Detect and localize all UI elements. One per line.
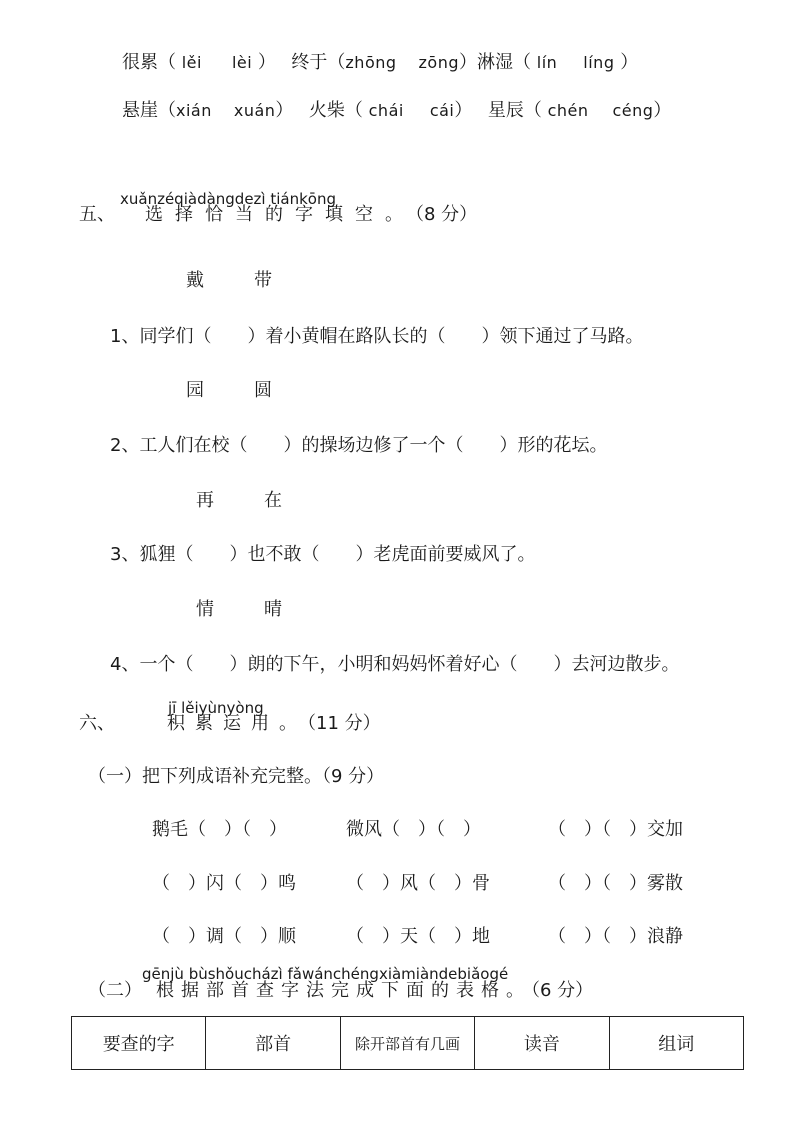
idiom-cell: （ ）闪（ ）鸣 bbox=[152, 873, 296, 894]
pinyin-row-1: 很累（ lěi lèi ） 终于（zhōng zōng）淋湿（ lín líng ） bbox=[122, 52, 639, 73]
section-title: 积累运用。 bbox=[167, 713, 307, 734]
word: 终于 bbox=[291, 52, 328, 73]
choice-char: 圆 bbox=[254, 380, 272, 401]
fill-sentence: 3、狐狸（ ）也不敢（ ）老虎面前要威风了。 bbox=[110, 544, 536, 565]
subsection-number: （二） bbox=[88, 980, 142, 1001]
idiom-cell: （ ）（ ）雾散 bbox=[548, 873, 683, 894]
section5-pinyin: xuǎnzéqiàdàngdezì tiánkōng bbox=[120, 190, 337, 208]
pinyin-option: céng bbox=[612, 101, 654, 120]
fill-sentence: 1、同学们（ ）着小黄帽在路队长的（ ）领下通过了马路。 bbox=[110, 326, 644, 347]
choice-pair bbox=[186, 266, 272, 292]
word: 星辰 bbox=[487, 100, 524, 121]
idiom-cell: 微风（ ）（ ） bbox=[346, 819, 481, 840]
table-row bbox=[72, 1017, 744, 1070]
pinyin-option: zōng bbox=[418, 53, 460, 72]
section6-pinyin: jī lěiyùnyòng bbox=[168, 699, 264, 717]
pinyin-option: líng bbox=[583, 53, 615, 72]
idiom-cell: 鹅毛（ ）（ ） bbox=[152, 819, 287, 840]
table-header-cell: 读音 bbox=[475, 1017, 609, 1070]
fill-sentence: 4、一个（ ）朗的下午，小明和妈妈怀着好心（ ）去河边散步。 bbox=[110, 654, 680, 675]
section-number: 五、 bbox=[79, 204, 115, 225]
word: 很累 bbox=[122, 52, 158, 73]
word: 悬崖 bbox=[122, 100, 158, 121]
table-header-cell: 除开部首有几画 bbox=[340, 1017, 474, 1070]
pinyin-option: xuán bbox=[233, 101, 276, 120]
idiom-cell: （ ）（ ）交加 bbox=[548, 819, 683, 840]
choice-pair bbox=[186, 376, 272, 402]
pinyin-option: chén bbox=[547, 101, 589, 120]
part2-pinyin: gēnjù bùshǒucházì fǎwánchéngxiàmiàndebiǎogé bbox=[142, 965, 509, 983]
choice-char: 带 bbox=[254, 270, 272, 291]
subsection-title: 根据部首查字法完成下面的表格。 bbox=[156, 980, 531, 1001]
pinyin-option: zhōng bbox=[345, 53, 397, 72]
fill-sentence: 2、工人们在校（ ）的操场边修了一个（ ）形的花坛。 bbox=[110, 435, 608, 456]
pinyin-row-2: 悬崖（xián xuán） 火柴（ chái cái） 星辰（ chén céng） bbox=[122, 100, 672, 121]
idiom-cell: （ ）调（ ）顺 bbox=[152, 926, 296, 947]
table-header-cell: 组词 bbox=[609, 1017, 743, 1070]
pinyin-option: lín bbox=[536, 53, 558, 72]
section-title: 选择恰当的字填空。 bbox=[145, 204, 415, 225]
pinyin-option: chái bbox=[368, 101, 404, 120]
choice-char: 晴 bbox=[264, 599, 282, 620]
word: 火柴 bbox=[308, 100, 345, 121]
choice-pair bbox=[196, 595, 282, 621]
pinyin-option: cái bbox=[429, 101, 455, 120]
idiom-cell: （ ）天（ ）地 bbox=[346, 926, 490, 947]
lookup-table bbox=[71, 1016, 744, 1070]
idiom-cell: （ ）风（ ）骨 bbox=[346, 873, 490, 894]
word: 淋湿 bbox=[477, 52, 514, 73]
pinyin-option: lěi bbox=[181, 53, 202, 72]
choice-char: 情 bbox=[196, 599, 214, 620]
table-header-cell: 要查的字 bbox=[72, 1017, 206, 1070]
subsection-title: （一）把下列成语补充完整。（9 分） bbox=[88, 766, 385, 787]
subsection-score: （6 分） bbox=[531, 980, 594, 1001]
idiom-cell: （ ）（ ）浪静 bbox=[548, 926, 683, 947]
pinyin-option: xián bbox=[176, 101, 212, 120]
choice-char: 在 bbox=[264, 490, 282, 511]
part2-heading bbox=[88, 976, 593, 1002]
section6-heading bbox=[79, 709, 381, 735]
choice-char: 戴 bbox=[186, 270, 204, 291]
table-header-cell: 部首 bbox=[206, 1017, 340, 1070]
section-number: 六、 bbox=[79, 713, 115, 734]
section-score: （8 分） bbox=[415, 204, 478, 225]
pinyin-option: lèi bbox=[231, 53, 253, 72]
section5-heading bbox=[79, 200, 477, 226]
choice-pair bbox=[196, 486, 282, 512]
choice-char: 再 bbox=[196, 490, 214, 511]
section-score: （11 分） bbox=[307, 713, 381, 734]
choice-char: 园 bbox=[186, 380, 204, 401]
